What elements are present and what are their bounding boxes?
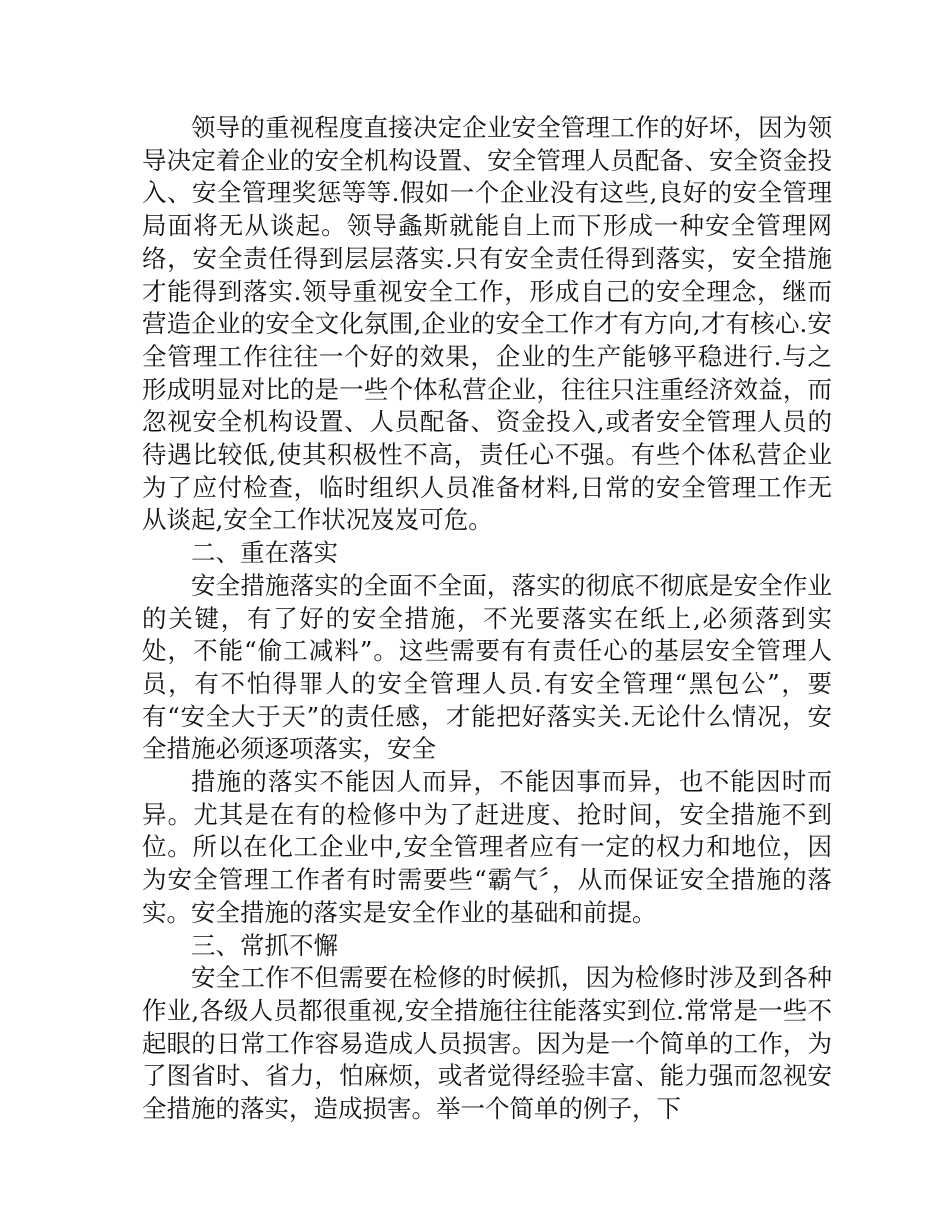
paragraph-implementation-cont: 措施的落实不能因人而异，不能因事而异，也不能因时而异。尤其是在有的检修中为了赶进度、抢时间，安全措施不到位。所以在化工企业中,安全管理者应有一定的权力和地位，因为安全管理工作者有时需要些“霸气〞，从而保证安全措施的落实。安全措施的落实是安全作业的基础和前提。	[142, 767, 832, 927]
document-page	[142, 112, 832, 1126]
paragraph-implementation: 安全措施落实的全面不全面，落实的彻底不彻底是安全作业的关键，有了好的安全措施，不光要落实在纸上,必须落到实处，不能“偷工减料”。这些需要有有责任心的基层安全管理人员，有不怕得罪人的安全管理人员.有安全管理“黑包公”，要有“安全大于天”的责任感，才能把好落实关.无论什么情况，安全措施必须逐项落实，安全	[142, 570, 832, 764]
paragraph-persistence: 安全工作不但需要在检修的时候抓，因为检修时涉及到各种作业,各级人员都很重视,安全措施往往能落实到位.常常是一些不起眼的日常工作容易造成人员损害。因为是一个简单的工作，为了图省时、省力，怕麻烦，或者觉得经验丰富、能力强而忽视安全措施的落实，造成损害。举一个简单的例子，下	[142, 963, 832, 1124]
section-heading-2: 二、重在落实	[191, 538, 338, 568]
paragraph-leadership: 领导的重视程度直接决定企业安全管理工作的好坏，因为领导决定着企业的安全机构设置、安全管理人员配备、安全资金投入、安全管理奖惩等等.假如一个企业没有这些,良好的安全管理局面将无从谈起。领导螽斯就能自上而下形成一种安全管理网络，安全责任得到层层落实.只有安全责任得到落实，安全措施才能得到落实.领导重视安全工作，形成自己的安全理念，继而营造企业的安全文化氛围,企业的安全工作才有方向,才有核心.安全管理工作往往一个好的效果，企业的生产能够平稳进行.与之形成明显对比的是一些个体私营企业，往往只注重经济效益，而忽视安全机构设置、人员配备、资金投入,或者安全管理人员的待遇比较低,使其积极性不高，责任心不强。有些个体私营企业为了应付检查，临时组织人员准备材料,日常的安全管理工作无从谈起,安全工作状况岌岌可危。	[142, 113, 832, 535]
section-heading-3: 三、常抓不懈	[191, 930, 338, 960]
